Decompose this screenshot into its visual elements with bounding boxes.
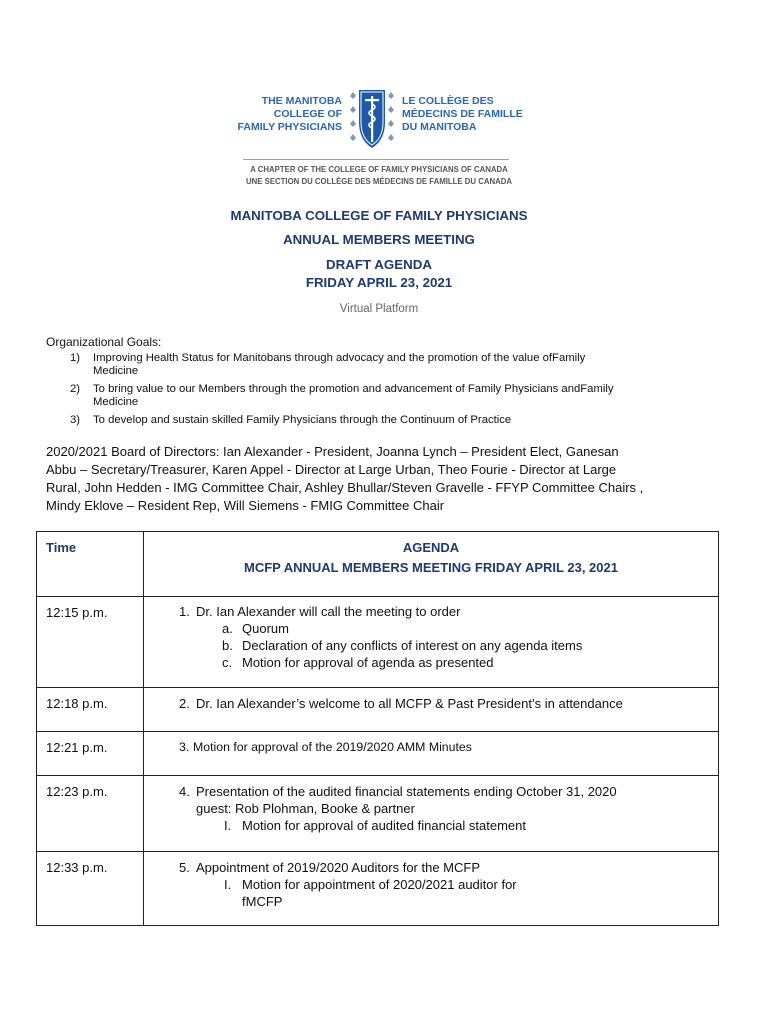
sub-item <box>144 654 718 671</box>
board-line: Mindy Eklove – Resident Rep, Will Siemens - FMIG Committee Chair <box>46 498 445 513</box>
item-number: 3. <box>179 740 190 754</box>
row-content <box>144 597 719 688</box>
item-text: Dr. Ian Alexander will call the meeting to order <box>196 604 461 619</box>
table-row <box>37 852 719 926</box>
goal-item <box>46 383 696 411</box>
goal-text-line: Medicine <box>93 396 139 408</box>
row-time: 12:15 p.m. <box>37 597 144 688</box>
item-number: 4. <box>179 784 190 799</box>
chapter-line-en: A CHAPTER OF THE COLLEGE OF FAMILY PHYSICIANS OF CANADA <box>250 165 508 174</box>
goal-item <box>46 352 696 380</box>
logo-en-line: COLLEGE OF <box>273 108 342 120</box>
sub-item-text: Quorum <box>242 621 289 636</box>
goal-number: 3) <box>70 414 81 426</box>
item-number: 5. <box>179 860 190 875</box>
logo-divider <box>243 159 509 160</box>
goal-number: 2) <box>70 383 81 395</box>
logo-en-line: FAMILY PHYSICIANS <box>237 121 342 133</box>
table-row <box>37 597 719 688</box>
table-row <box>37 776 719 852</box>
agenda-item <box>144 739 718 756</box>
agenda-subheading: MCFP ANNUAL MEMBERS MEETING FRIDAY APRIL 23, 2021 <box>244 560 618 575</box>
agenda-item <box>144 859 718 876</box>
meeting-title: ANNUAL MEMBERS MEETING <box>283 232 475 247</box>
platform-label: Virtual Platform <box>339 303 419 315</box>
goal-item <box>46 414 696 428</box>
logo-wordmark-en <box>228 95 342 134</box>
agenda-heading: AGENDA <box>402 540 460 555</box>
agenda-item-guest: guest: Rob Plohman, Booke & partner <box>196 801 415 816</box>
agenda-header-cell <box>144 532 719 597</box>
board-of-directors <box>46 443 718 515</box>
agenda-item <box>144 695 718 712</box>
row-time: 12:18 p.m. <box>37 688 144 732</box>
logo-fr-line: LE COLLÈGE DES <box>402 95 494 107</box>
item-text: Appointment of 2019/2020 Auditors for the MCFP <box>196 860 481 875</box>
agenda-table <box>36 531 719 926</box>
item-number: 1. <box>179 604 190 619</box>
goal-text-line: To develop and sustain skilled Family Physicians through the Continuum of Practice <box>93 414 512 426</box>
time-header: Time <box>37 532 144 597</box>
crest-icon <box>346 88 398 150</box>
sub-item <box>144 637 718 654</box>
logo-fr-line: DU MANITOBA <box>402 121 477 133</box>
sub-item-label: c. <box>222 655 233 670</box>
table-row <box>37 732 719 776</box>
meeting-date: FRIDAY APRIL 23, 2021 <box>305 275 453 290</box>
goal-text-line: Medicine <box>93 365 139 377</box>
sub-item <box>144 620 718 637</box>
item-text: Presentation of the audited financial statements ending October 31, 2020 <box>196 784 617 799</box>
goal-text-line: To bring value to our Members through the promotion and advancement of Family Physicians andFamily <box>93 383 614 395</box>
row-time: 12:23 p.m. <box>37 776 144 852</box>
goals-heading: Organizational Goals: <box>46 335 162 349</box>
logo-en-line: THE MANITOBA <box>261 95 342 107</box>
sub-item-label: b. <box>222 638 233 653</box>
board-line: Rural, John Hedden - IMG Committee Chair, Ashley Bhullar/Steven Gravelle - FFYP Committee Chairs , <box>46 480 644 495</box>
table-row <box>37 688 719 732</box>
sub-item-text: Motion for appointment of 2020/2021 auditor for <box>242 877 517 892</box>
agenda-item <box>144 603 718 620</box>
board-line: 2020/2021 Board of Directors: Ian Alexander - President, Joanna Lynch – President Elect, Ganesan <box>46 444 619 459</box>
sub-item-continuation: fMCFP <box>242 894 283 909</box>
sub-item-label: a. <box>222 621 233 636</box>
board-line: Abbu – Secretary/Treasurer, Karen Appel - Director at Large Urban, Theo Fourie - Director at Large <box>46 462 617 477</box>
row-time: 12:21 p.m. <box>37 732 144 776</box>
goal-number: 1) <box>70 352 81 364</box>
goal-text-line: Improving Health Status for Manitobans through advocacy and the promotion of the value ofFamily <box>93 352 586 364</box>
agenda-item <box>144 783 718 800</box>
chapter-line-fr: UNE SECTION DU COLLÈGE DES MÉDECINS DE FAMILLE DU CANADA <box>246 177 512 186</box>
sub-item <box>144 876 718 893</box>
row-content <box>144 852 719 926</box>
item-text: Motion for approval of the 2019/2020 AMM Minutes <box>193 740 472 754</box>
row-content <box>144 776 719 852</box>
sub-item-text: Declaration of any conflicts of interest on any agenda items <box>242 638 583 653</box>
goal-text <box>93 383 693 409</box>
item-number: 2. <box>179 696 190 711</box>
sub-item-label: I. <box>224 877 232 892</box>
draft-agenda-title: DRAFT AGENDA <box>326 257 432 272</box>
goal-text <box>93 352 693 378</box>
page-title: MANITOBA COLLEGE OF FAMILY PHYSICIANS <box>230 208 528 223</box>
row-content <box>144 688 719 732</box>
logo-wordmark-fr <box>402 95 542 134</box>
table-header-row <box>37 532 719 597</box>
goal-text <box>93 414 693 427</box>
row-content <box>144 732 719 776</box>
item-text: Dr. Ian Alexander’s welcome to all MCFP & Past President’s in attendance <box>196 696 623 711</box>
logo-fr-line: MÉDECINS DE FAMILLE <box>402 108 523 120</box>
sub-item-text: Motion for approval of audited financial statement <box>242 818 527 833</box>
sub-item-text: Motion for approval of agenda as presented <box>242 655 494 670</box>
sub-item-label: I. <box>224 818 232 833</box>
sub-item <box>144 817 718 834</box>
row-time: 12:33 p.m. <box>37 852 144 926</box>
